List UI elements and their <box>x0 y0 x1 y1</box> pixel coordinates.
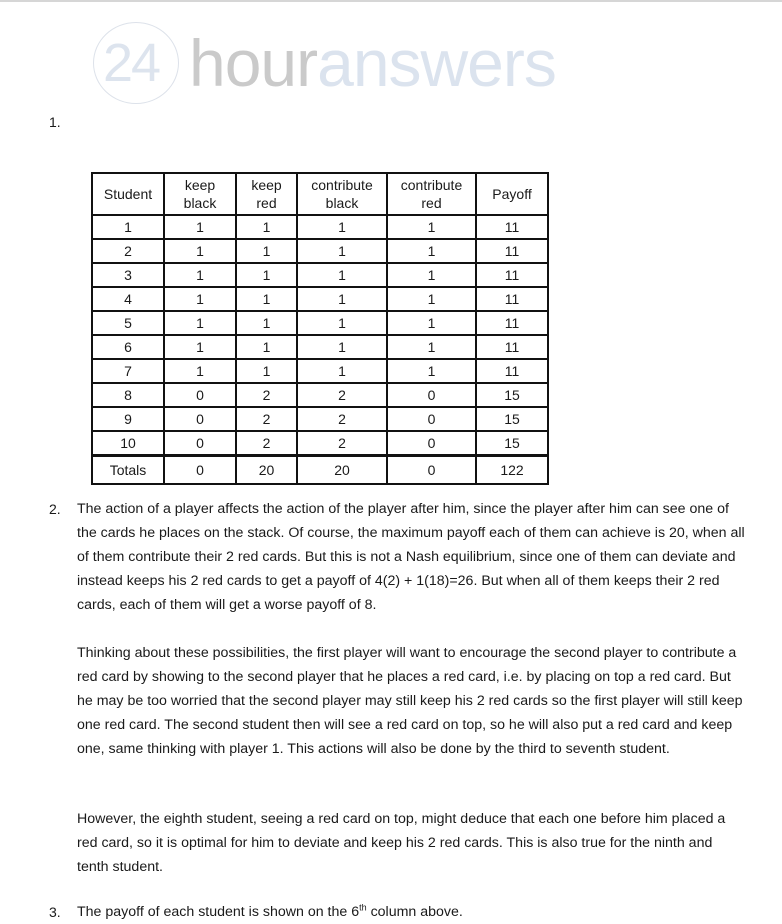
table-row <box>92 383 548 407</box>
cell-student: 6 <box>92 335 164 359</box>
cell-contribute-red: 1 <box>387 239 476 263</box>
cell-contribute-red: 1 <box>387 311 476 335</box>
cell-contribute-red: 1 <box>387 287 476 311</box>
logo-wordmark <box>189 26 556 100</box>
cell-contribute-red: 0 <box>387 383 476 407</box>
cell-keep-black: 0 <box>164 431 236 456</box>
cell-keep-red: 1 <box>236 335 297 359</box>
table-row <box>92 311 548 335</box>
cell-keep-red: 1 <box>236 359 297 383</box>
table-row <box>92 359 548 383</box>
section-2-number: 2. <box>49 501 61 517</box>
cell-contribute-black: 2 <box>297 383 387 407</box>
header-student: Student <box>92 173 164 215</box>
header-keep-black: keep black <box>164 173 236 215</box>
header-contribute-black: contribute black <box>297 173 387 215</box>
cell-contribute-red: 0 <box>387 431 476 456</box>
section-1-number: 1. <box>49 114 61 130</box>
cell-contribute-red: 0 <box>387 407 476 431</box>
totals-label: Totals <box>92 456 164 485</box>
table-row <box>92 407 548 431</box>
cell-contribute-red: 1 <box>387 359 476 383</box>
cell-student: 7 <box>92 359 164 383</box>
cell-payoff: 15 <box>476 431 548 456</box>
top-divider <box>0 0 782 2</box>
cell-payoff: 11 <box>476 335 548 359</box>
cell-payoff: 15 <box>476 407 548 431</box>
logo-number: 24 <box>103 33 160 93</box>
logo-word-answers: answers <box>317 26 556 100</box>
header-keep-red: keep red <box>236 173 297 215</box>
cell-student: 1 <box>92 215 164 239</box>
cell-contribute-red: 1 <box>387 263 476 287</box>
section-2-paragraph-1: The action of a player affects the action of the player after him, since the player after him can see one of the cards he places on the stack. Of course, the maximum payoff each of them can achieve is 20, when all of them contribute their 2 red cards. But this is not a Nash equilibrium, since one of them can deviate and instead keeps his 2 red cards to get a payoff of 4(2) + 1(18)=26. But when all of them keeps their 2 red cards, each of them will get a worse payoff of 8. <box>77 501 745 613</box>
cell-keep-red: 2 <box>236 383 297 407</box>
cell-student: 4 <box>92 287 164 311</box>
cell-keep-black: 0 <box>164 407 236 431</box>
cell-keep-black: 0 <box>164 383 236 407</box>
cell-keep-red: 1 <box>236 311 297 335</box>
cell-keep-red: 1 <box>236 287 297 311</box>
cell-student: 3 <box>92 263 164 287</box>
cell-keep-black: 1 <box>164 287 236 311</box>
cell-keep-red: 2 <box>236 407 297 431</box>
totals-row <box>92 456 548 485</box>
cell-keep-red: 1 <box>236 263 297 287</box>
table-row <box>92 287 548 311</box>
table-row <box>92 431 548 456</box>
totals-payoff: 122 <box>476 456 548 485</box>
totals-contribute-red: 0 <box>387 456 476 485</box>
cell-keep-black: 1 <box>164 311 236 335</box>
cell-payoff: 11 <box>476 311 548 335</box>
totals-contribute-black: 20 <box>297 456 387 485</box>
payoff-table <box>91 172 549 485</box>
cell-keep-black: 1 <box>164 335 236 359</box>
section-3-number: 3. <box>49 904 61 920</box>
cell-contribute-red: 1 <box>387 215 476 239</box>
cell-contribute-red: 1 <box>387 335 476 359</box>
ordinal-superscript: th <box>359 902 367 913</box>
cell-contribute-black: 1 <box>297 239 387 263</box>
totals-keep-black: 0 <box>164 456 236 485</box>
cell-student: 5 <box>92 311 164 335</box>
cell-payoff: 11 <box>476 287 548 311</box>
cell-contribute-black: 1 <box>297 287 387 311</box>
logo-word-hour: hour <box>189 26 318 100</box>
cell-payoff: 11 <box>476 239 548 263</box>
cell-contribute-black: 2 <box>297 431 387 456</box>
cell-student: 10 <box>92 431 164 456</box>
cell-keep-black: 1 <box>164 239 236 263</box>
cell-student: 2 <box>92 239 164 263</box>
section-2-paragraph-3: However, the eighth student, seeing a red card on top, might deduce that each one before him placed a red card, so it is optimal for him to deviate and keep his 2 red cards. This is also true for the ninth and tenth student. <box>77 811 726 875</box>
cell-keep-red: 1 <box>236 239 297 263</box>
header-payoff: Payoff <box>476 173 548 215</box>
cell-contribute-black: 1 <box>297 359 387 383</box>
cell-payoff: 11 <box>476 215 548 239</box>
cell-keep-black: 1 <box>164 215 236 239</box>
cell-payoff: 11 <box>476 263 548 287</box>
table-row <box>92 215 548 239</box>
cell-keep-black: 1 <box>164 359 236 383</box>
cell-keep-black: 1 <box>164 263 236 287</box>
cell-contribute-black: 1 <box>297 311 387 335</box>
table-row <box>92 335 548 359</box>
table-row <box>92 239 548 263</box>
cell-contribute-black: 1 <box>297 335 387 359</box>
header-contribute-red: contribute red <box>387 173 476 215</box>
section-2-paragraph-2: Thinking about these possibilities, the first player will want to encourage the second player to contribute a red card by showing to the second player that he places a red card, i.e. by placing on top a red card. But he may be too worried that the second player may still keep his 2 red cards so the first player will still keep one red card. The second student then will see a red card on top, so he will also put a red card and keep one, same thinking with player 1. This actions will also be done by the third to seventh student. <box>77 645 743 757</box>
cell-payoff: 15 <box>476 383 548 407</box>
totals-keep-red: 20 <box>236 456 297 485</box>
table-header-row <box>92 173 548 215</box>
cell-keep-red: 1 <box>236 215 297 239</box>
section-3-paragraph: The payoff of each student is shown on the 6th column above. <box>77 902 463 920</box>
cell-keep-red: 2 <box>236 431 297 456</box>
cell-contribute-black: 2 <box>297 407 387 431</box>
cell-payoff: 11 <box>476 359 548 383</box>
cell-student: 8 <box>92 383 164 407</box>
cell-contribute-black: 1 <box>297 263 387 287</box>
cell-contribute-black: 1 <box>297 215 387 239</box>
cell-student: 9 <box>92 407 164 431</box>
table-row <box>92 263 548 287</box>
